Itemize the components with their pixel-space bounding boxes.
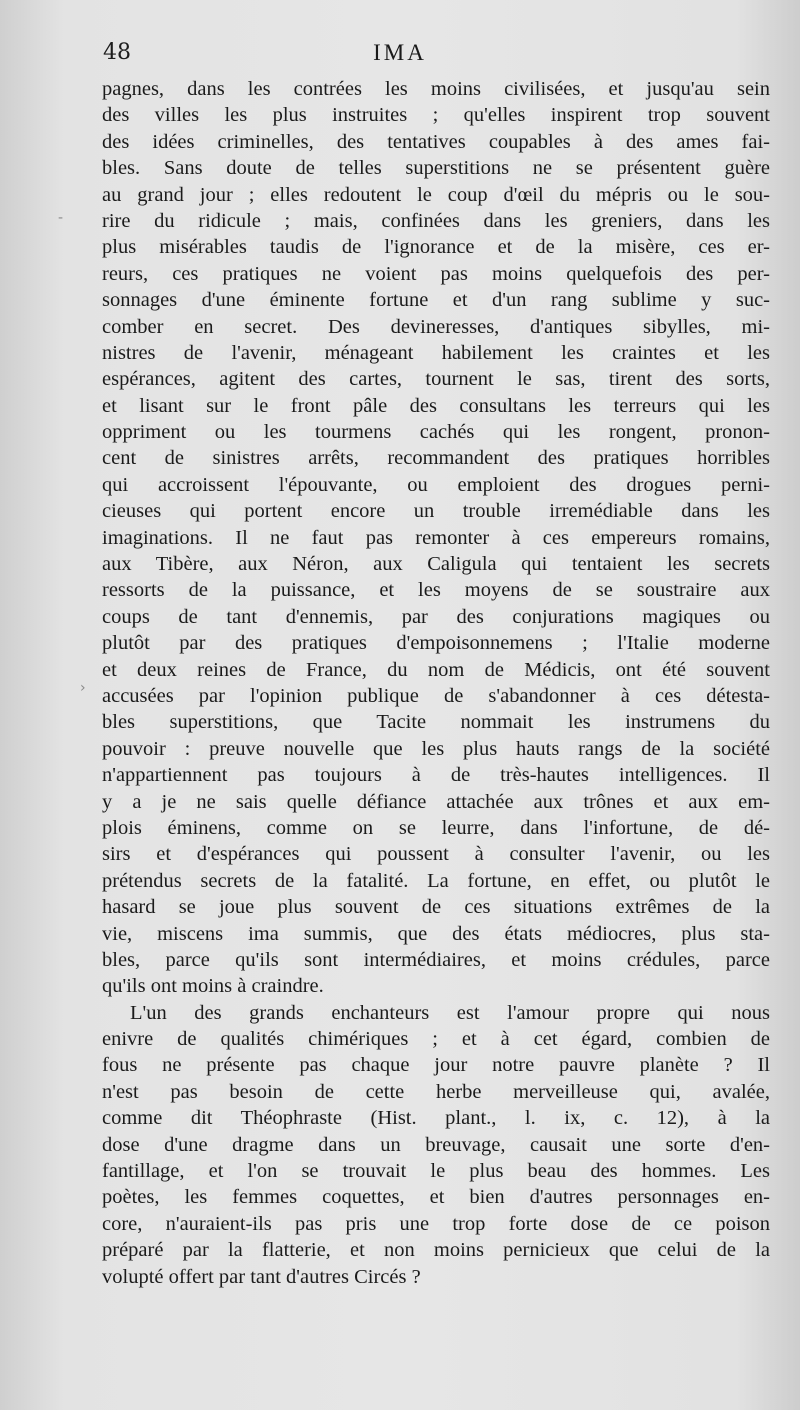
text-line: plus misérables taudis de l'ignorance et de la misère, ces er- [102, 236, 770, 259]
page-header [0, 40, 800, 76]
text-line: fous ne présente pas chaque jour notre pauvre planète ? Il [102, 1054, 770, 1077]
text-line: comber en secret. Des devineresses, d'antiques sibylles, mi- [102, 315, 770, 338]
text-line: plutôt par des pratiques d'empoisonnemens ; l'Italie moderne [102, 632, 770, 655]
text-line: qu'ils ont moins à craindre. [102, 975, 324, 998]
text-line: cent de sinistres arrêts, recommandent des pratiques horribles [102, 447, 770, 470]
text-line: fantillage, et l'on se trouvait le plus beau des hommes. Les [102, 1160, 770, 1183]
text-line: core, n'auraient-ils pas pris une trop forte dose de ce poison [102, 1212, 770, 1235]
text-line: au grand jour ; elles redoutent le coup d'œil du mépris ou le sou- [102, 183, 770, 206]
text-line: cieuses qui portent encore un trouble irremédiable dans les [102, 500, 770, 523]
text-line: et deux reines de France, du nom de Médicis, ont été souvent [102, 658, 770, 681]
text-line: des idées criminelles, des tentatives coupables à des ames fai- [102, 130, 770, 153]
text-line: bles, parce qu'ils sont intermédiaires, et moins crédules, parce [102, 948, 770, 971]
text-line: bles. Sans doute de telles superstitions ne se présentent guère [102, 157, 770, 180]
text-line: plois éminens, comme on se leurre, dans l'infortune, de dé- [102, 816, 770, 839]
text-line: hasard se joue plus souvent de ces situations extrêmes de la [102, 896, 770, 919]
text-line: sirs et d'espérances qui poussent à consulter l'avenir, ou les [102, 843, 770, 866]
text-line: et lisant sur le front pâle des consultans les terreurs qui les [102, 394, 770, 417]
body-text [102, 76, 770, 1290]
text-line: imaginations. Il ne faut pas remonter à ces empereurs romains, [102, 526, 770, 549]
text-line: n'est pas besoin de cette herbe merveilleuse qui, avalée, [102, 1080, 770, 1103]
text-line: y a je ne sais quelle défiance attachée aux trônes et aux em- [102, 790, 770, 813]
text-line: bles superstitions, que Tacite nommait les instrumens du [102, 711, 770, 734]
text-line: pouvoir : preuve nouvelle que les plus hauts rangs de la société [102, 737, 770, 760]
text-line: des villes les plus instruites ; qu'elles inspirent trop souvent [102, 104, 770, 127]
text-line: accusées par l'opinion publique de s'abandonner à ces détesta- [102, 684, 770, 707]
text-line: qui accroissent l'épouvante, ou emploient des drogues perni- [102, 473, 770, 496]
page-number: 48 [103, 40, 131, 65]
text-line: pagnes, dans les contrées les moins civilisées, et jusqu'au sein [102, 78, 770, 100]
text-line: L'un des grands enchanteurs est l'amour propre qui nous [130, 1001, 770, 1024]
text-line: préparé par la flatterie, et non moins pernicieux que celui de la [102, 1239, 770, 1262]
paragraph-2 [102, 1000, 770, 1290]
text-line: ressorts de la puissance, et les moyens de se soustraire aux [102, 579, 770, 602]
running-head: IMA [373, 40, 427, 65]
paragraph-1 [102, 76, 770, 1000]
text-line: n'appartiennent pas toujours à de très-hautes intelligences. Il [102, 764, 770, 787]
text-line: aux Tibère, aux Néron, aux Caligula qui tentaient les secrets [102, 553, 770, 576]
text-line: vie, miscens ima summis, que des états médiocres, plus sta- [102, 922, 770, 945]
text-line: coups de tant d'ennemis, par des conjurations magiques ou [102, 605, 770, 628]
text-line: volupté offert par tant d'autres Circés ? [102, 1265, 421, 1288]
text-line: sonnages d'une éminente fortune et d'un rang sublime y suc- [102, 289, 770, 312]
text-line: dose d'une dragme dans un breuvage, causait une sorte d'en- [102, 1133, 770, 1156]
text-line: espérances, agitent des cartes, tournent le sas, tirent des sorts, [102, 368, 770, 391]
text-line: rire du ridicule ; mais, confinées dans les greniers, dans les [102, 209, 770, 232]
text-line: reurs, ces pratiques ne voient pas moins quelquefois des per- [102, 262, 770, 285]
text-line: nistres de l'avenir, ménageant habilement les craintes et les [102, 341, 770, 364]
margin-angle-mark: › [80, 680, 86, 696]
text-line: enivre de qualités chimériques ; et à cet égard, combien de [102, 1028, 770, 1051]
text-line: prétendus secrets de la fatalité. La fortune, en effet, ou plutôt le [102, 869, 770, 892]
text-line: poètes, les femmes coquettes, et bien d'autres personnages en- [102, 1186, 770, 1209]
margin-dash-mark: - [58, 210, 64, 226]
text-line: oppriment ou les tourmens cachés qui les rongent, pronon- [102, 421, 770, 444]
text-line: comme dit Théophraste (Hist. plant., l. ix, c. 12), à la [102, 1107, 770, 1130]
